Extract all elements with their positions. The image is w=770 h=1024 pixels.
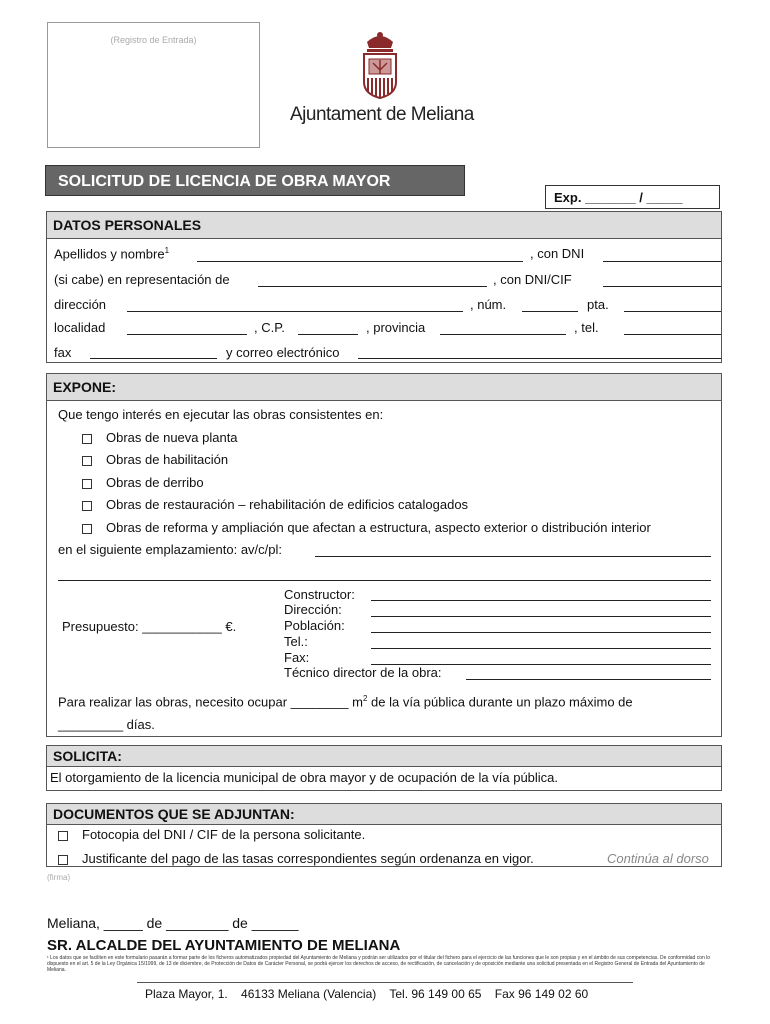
constructor-label: Constructor:: [284, 587, 355, 602]
dni-field[interactable]: [603, 261, 721, 262]
localidad-field[interactable]: [127, 334, 247, 335]
checkbox[interactable]: [82, 501, 92, 511]
option-nueva-planta[interactable]: Obras de nueva planta: [82, 430, 238, 445]
direccion-field[interactable]: [127, 311, 463, 312]
continua-note: Continúa al dorso: [607, 851, 709, 866]
tel-label: , tel.: [574, 320, 599, 335]
provincia-field[interactable]: [440, 334, 566, 335]
num-field[interactable]: [522, 311, 578, 312]
emplazamiento-label: en el siguiente emplazamiento: av/c/pl:: [58, 542, 283, 557]
checkbox[interactable]: [82, 479, 92, 489]
fecha-line[interactable]: Meliana, _____ de ________ de ______: [47, 915, 299, 931]
tecnico-label: Técnico director de la obra:: [284, 665, 442, 680]
option-derribo[interactable]: Obras de derribo: [82, 475, 204, 490]
pta-field[interactable]: [624, 311, 721, 312]
alcalde-title: SR. ALCALDE DEL AYUNTAMIENTO DE MELIANA: [47, 937, 401, 954]
poblacion-field[interactable]: [371, 632, 711, 633]
representacion-field[interactable]: [258, 286, 487, 287]
option-restauracion[interactable]: Obras de restauración – rehabilitación de edificios catalogados: [82, 497, 468, 512]
checkbox[interactable]: [58, 855, 68, 865]
solicita-text: El otorgamiento de la licencia municipal de obra mayor y de ocupación de la vía pública.: [50, 770, 559, 785]
direccion-label: dirección: [54, 297, 107, 312]
direccion-obra-label: Dirección:: [284, 602, 342, 617]
firma-label: (firma): [47, 873, 71, 882]
fax-obra-label: Fax:: [284, 650, 310, 665]
emplazamiento-field[interactable]: [315, 556, 711, 557]
checkbox[interactable]: [58, 831, 68, 841]
pta-label: pta.: [587, 297, 609, 312]
presupuesto-field[interactable]: Presupuesto: ___________ €.: [62, 619, 237, 634]
apellidos-field[interactable]: [197, 261, 523, 262]
constructor-field[interactable]: [371, 600, 711, 601]
correo-field[interactable]: [358, 358, 721, 359]
expone-heading: EXPONE:: [47, 374, 721, 401]
option-habilitacion[interactable]: Obras de habilitación: [82, 452, 228, 467]
dias-field[interactable]: _________ días.: [58, 717, 155, 732]
doc-item-tasas[interactable]: Justificante del pago de las tasas correspondientes según ordenanza en vigor.: [58, 851, 534, 866]
registro-box: [47, 22, 260, 148]
checkbox[interactable]: [82, 456, 92, 466]
doc-item-dni[interactable]: Fotocopia del DNI / CIF de la persona solicitante.: [58, 827, 365, 842]
datos-heading: DATOS PERSONALES: [47, 212, 721, 239]
num-label: , núm.: [470, 297, 507, 312]
correo-label: y correo electrónico: [226, 345, 340, 360]
footer-address: Plaza Mayor, 1. 46133 Meliana (Valencia) Tel. 96 149 00 65 Fax 96 149 02 60: [145, 987, 589, 1001]
fax-label: fax: [54, 345, 72, 360]
exp-field[interactable]: Exp. _______ / _____: [545, 185, 720, 209]
apellidos-label: Apellidos y nombre$^1$: [54, 246, 170, 262]
con-dni-cif-label: , con DNI/CIF: [493, 272, 572, 287]
emplazamiento-field-2[interactable]: [58, 580, 711, 581]
direccion-obra-field[interactable]: [371, 616, 711, 617]
form-title: SOLICITUD DE LICENCIA DE OBRA MAYOR: [45, 165, 465, 196]
ocupar-text[interactable]: Para realizar las obras, necesito ocupar ________ $m^2$ de la vía pública durante un plazo máximo de: [58, 694, 633, 710]
expone-intro: Que tengo interés en ejecutar las obras consistentes en:: [58, 407, 384, 422]
tel-obra-label: Tel.:: [284, 634, 308, 649]
tel-obra-field[interactable]: [371, 648, 711, 649]
cp-label: , C.P.: [254, 320, 285, 335]
solicita-heading: SOLICITA:: [47, 746, 721, 767]
representacion-label: (si cabe) en representación de: [54, 272, 230, 287]
cp-field[interactable]: [298, 334, 358, 335]
footnote: ¹ Los datos que se faciliten en este formulario pasarán a formar parte de los ficheros automatizados propiedad del Ayuntamiento de Meliana y podrán ser utilizados por el titular del fichero para el ejercicio de las funciones que le son propias y en el ámbito de sus competencias. De conformidad con lo dispuesto en el art. 5 de la Ley Orgánica 15/1999, de 13 de diciembre, de Protección de Datos de Carácter Personal, se podrá ejercer los derechos de acceso, de rectificación, de cancelación y de oposición mediante una solicitud presentada en el Registro General de Entrada del Ayuntamiento de Meliana.: [47, 955, 711, 973]
registro-label: (Registro de Entrada): [110, 35, 197, 45]
checkbox[interactable]: [82, 524, 92, 534]
town-name: Ajuntament de Meliana: [290, 104, 474, 125]
con-dni-label: , con DNI: [530, 246, 585, 261]
checkbox[interactable]: [82, 434, 92, 444]
poblacion-label: Población:: [284, 618, 345, 633]
tel-field[interactable]: [624, 334, 721, 335]
provincia-label: , provincia: [366, 320, 426, 335]
localidad-label: localidad: [54, 320, 106, 335]
datos-personales-section: [46, 211, 722, 363]
footer-divider: [137, 982, 633, 983]
tecnico-field[interactable]: [466, 679, 711, 680]
documentos-heading: DOCUMENTOS QUE SE ADJUNTAN:: [47, 804, 721, 825]
coat-of-arms-logo: [355, 30, 405, 102]
dni-cif-field[interactable]: [603, 286, 721, 287]
option-reforma[interactable]: Obras de reforma y ampliación que afectan a estructura, aspecto exterior o distribución interior: [82, 520, 651, 535]
fax-field[interactable]: [90, 358, 217, 359]
